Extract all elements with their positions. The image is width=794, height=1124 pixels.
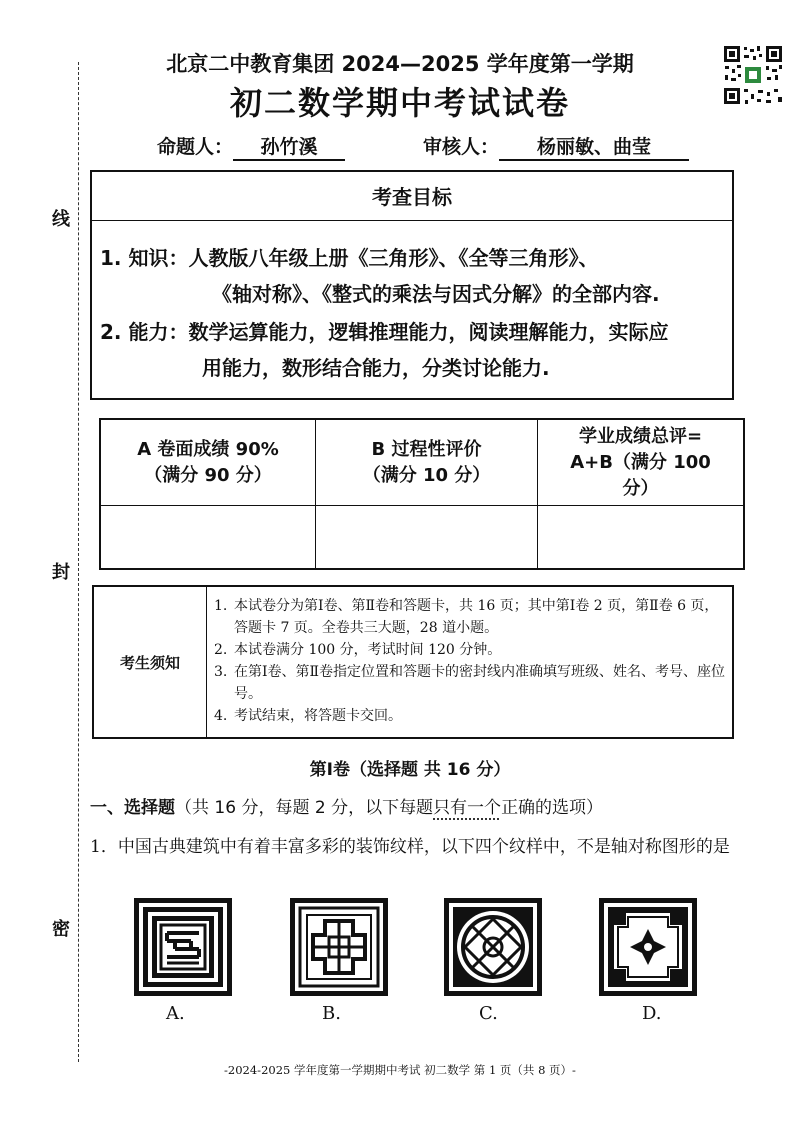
reviewer-names: 杨丽敏、曲莹 bbox=[499, 132, 689, 161]
author-label: 命题人： bbox=[157, 136, 234, 158]
binding-char-mi: 密 bbox=[52, 919, 70, 940]
option-a-label: A. bbox=[166, 1003, 185, 1024]
pattern-b-image bbox=[289, 897, 389, 997]
qr-code-icon bbox=[722, 44, 784, 106]
binding-char-xian: 线 bbox=[52, 209, 70, 230]
option-b-label: B. bbox=[322, 1003, 341, 1024]
objectives-box bbox=[90, 170, 734, 400]
exam-title: 初二数学期中考试试卷 bbox=[229, 84, 570, 122]
pattern-c-image bbox=[443, 897, 543, 997]
score-header-total: 学业成绩总评= A+B（满分 100 分） bbox=[570, 425, 711, 499]
pattern-d-image bbox=[598, 897, 698, 997]
exam-instructions bbox=[92, 585, 734, 739]
objectives-title: 考查目标 bbox=[92, 172, 732, 221]
option-c-label: C. bbox=[479, 1003, 498, 1024]
pattern-a-image bbox=[133, 897, 233, 997]
page-footer: -2024-2025 学年度第一学期期中考试 初二数学 第 1 页（共 8 页）- bbox=[224, 1063, 576, 1077]
objective-line: 《轴对称》、《整式的乘法与因式分解》的全部内容. bbox=[212, 282, 660, 306]
score-header-a: A 卷面成绩 90% （满分 90 分） bbox=[137, 438, 279, 486]
instruction-item: 4. 考试结束，将答题卡交回。 bbox=[214, 708, 402, 724]
author-line bbox=[157, 132, 345, 161]
score-table bbox=[99, 418, 745, 570]
author-name: 孙竹溪 bbox=[233, 132, 345, 161]
objective-line: 用能力，数形结合能力，分类讨论能力. bbox=[202, 356, 550, 380]
question-1-text: 1．中国古典建筑中有着丰富多彩的装饰纹样，以下四个纹样中，不是轴对称图形的是 bbox=[90, 837, 730, 857]
instructions-label: 考生须知 bbox=[94, 587, 207, 737]
reviewer-line bbox=[423, 132, 689, 161]
instruction-item: 3. 在第Ⅰ卷、第Ⅱ卷指定位置和答题卡的密封线内准确填写班级、姓名、考号、座位号。 bbox=[214, 664, 726, 702]
section-title: 第Ⅰ卷（选择题 共 16 分） bbox=[309, 760, 511, 780]
objective-line: 1. 知识：人教版八年级上册《三角形》、《全等三角形》、 bbox=[100, 246, 599, 270]
score-header-b: B 过程性评价 （满分 10 分） bbox=[362, 438, 491, 486]
binding-line bbox=[78, 62, 79, 1062]
reviewer-label: 审核人： bbox=[423, 136, 500, 158]
instruction-item: 2. 本试卷满分 100 分，考试时间 120 分钟。 bbox=[214, 642, 502, 658]
option-d-label: D. bbox=[642, 1003, 662, 1024]
binding-char-feng: 封 bbox=[52, 562, 70, 583]
objective-line: 2. 能力：数学运算能力，逻辑推理能力，阅读理解能力，实际应 bbox=[100, 320, 669, 344]
instruction-item: 1. 本试卷分为第Ⅰ卷、第Ⅱ卷和答题卡，共 16 页；其中第Ⅰ卷 2 页，第Ⅱ卷 6 页，答题卡 7 页。全卷共三大题，28 道小题。 bbox=[214, 598, 719, 636]
section-heading: 一、选择题（共 16 分，每题 2 分，以下每题只有一个正确的选项） bbox=[90, 798, 604, 818]
school-term-line: 北京二中教育集团 2024—2025 学年度第一学期 bbox=[166, 52, 634, 76]
